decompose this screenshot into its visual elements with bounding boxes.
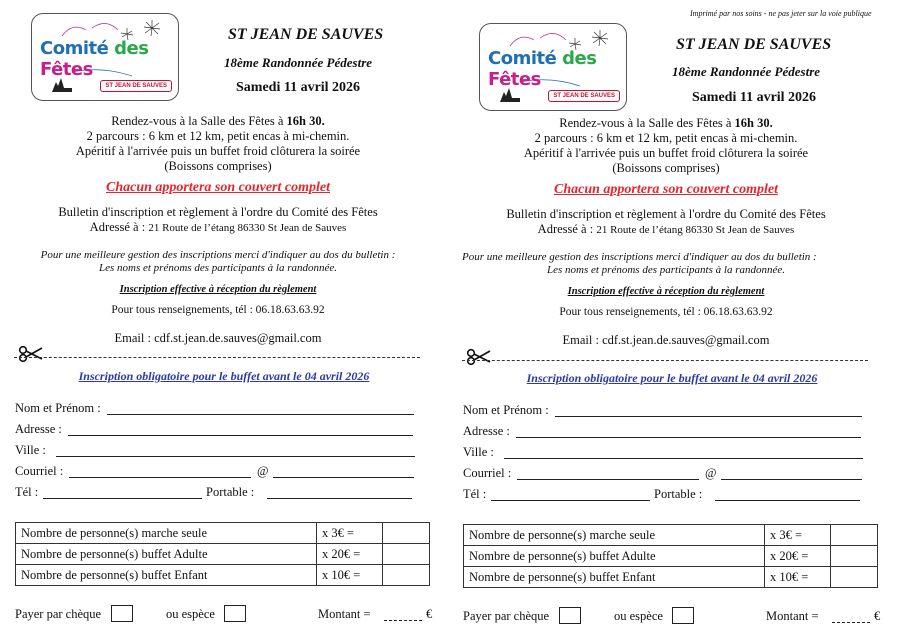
highlight-text: Chacun apportera son couvert complet bbox=[105, 180, 330, 195]
info-line-4: (Boissons comprises) bbox=[164, 159, 272, 173]
bulletin-line-2: Adressé à : 21 Route de l’étang 86330 St Jean de Sauves bbox=[537, 222, 795, 236]
email-field-user[interactable] bbox=[69, 477, 251, 478]
instructions-line-2: Les noms et prénoms des participants à la randonnée. bbox=[546, 264, 785, 276]
row-label: Nombre de personne(s) marche seule bbox=[464, 525, 765, 546]
cash-checkbox[interactable] bbox=[672, 607, 694, 624]
info-line-2: 2 parcours : 6 km et 12 km, petit encas à mi-chemin. bbox=[534, 131, 798, 145]
page-title: ST JEAN DE SAUVES bbox=[228, 26, 384, 43]
row-total-cell[interactable] bbox=[383, 565, 430, 586]
row-total-cell[interactable] bbox=[831, 567, 878, 588]
cash-checkbox[interactable] bbox=[224, 605, 246, 622]
name-field[interactable] bbox=[555, 416, 862, 417]
row-total-cell[interactable] bbox=[831, 525, 878, 546]
logo-badge: ST JEAN DE SAUVES bbox=[100, 80, 172, 92]
label-city: Ville : bbox=[463, 445, 494, 459]
email-field-domain[interactable] bbox=[273, 477, 414, 478]
email-field-domain[interactable] bbox=[721, 479, 862, 480]
row-price: x 3€ = bbox=[317, 523, 383, 544]
logo-badge: ST JEAN DE SAUVES bbox=[548, 90, 620, 102]
row-label: Nombre de personne(s) buffet Adulte bbox=[16, 544, 317, 565]
row-label: Nombre de personne(s) buffet Enfant bbox=[464, 567, 765, 588]
label-mobile: Portable : bbox=[654, 487, 703, 501]
cut-line bbox=[14, 357, 420, 358]
instructions bbox=[456, 251, 876, 277]
email-contact: Email : cdf.st.jean.de.sauves@gmail.com bbox=[562, 333, 770, 347]
phone-contact: Pour tous renseignements, tél : 06.18.63.63.92 bbox=[111, 304, 325, 316]
bulletin-line-1: Bulletin d'inscription et règlement à l'ordre du Comité des Fêtes bbox=[506, 207, 826, 221]
bulletin-line-1: Bulletin d'inscription et règlement à l'ordre du Comité des Fêtes bbox=[58, 205, 378, 219]
instructions-line-1: Pour une meilleure gestion des inscriptions merci d'indiquer au dos du bulletin : bbox=[462, 251, 817, 263]
label-name: Nom et Prénom : bbox=[15, 401, 101, 415]
highlight-text: Chacun apportera son couvert complet bbox=[553, 182, 778, 197]
name-field[interactable] bbox=[107, 414, 414, 415]
info-line-4: (Boissons comprises) bbox=[612, 161, 720, 175]
order-table bbox=[463, 524, 878, 588]
email-contact: Email : cdf.st.jean.de.sauves@gmail.com bbox=[114, 331, 322, 345]
city-field[interactable] bbox=[504, 458, 863, 459]
cheque-checkbox[interactable] bbox=[559, 607, 581, 624]
row-label: Nombre de personne(s) marche seule bbox=[16, 523, 317, 544]
pay-cheque-label: Payer par chèque bbox=[15, 607, 102, 621]
instructions bbox=[8, 249, 428, 275]
label-city: Ville : bbox=[15, 443, 46, 457]
row-price: x 20€ = bbox=[765, 546, 831, 567]
amount-field[interactable] bbox=[384, 620, 422, 621]
scissors-icon bbox=[466, 348, 492, 366]
row-price: x 10€ = bbox=[765, 567, 831, 588]
currency-symbol: € bbox=[426, 607, 433, 621]
info-line-3: Apéritif à l'arrivée puis un buffet froid clôturera la soirée bbox=[523, 146, 809, 160]
row-total-cell[interactable] bbox=[383, 523, 430, 544]
logo bbox=[479, 23, 627, 111]
bulletin-block bbox=[8, 205, 428, 236]
label-mobile: Portable : bbox=[206, 485, 255, 499]
row-label: Nombre de personne(s) buffet Adulte bbox=[464, 546, 765, 567]
currency-symbol: € bbox=[874, 609, 881, 623]
row-total-cell[interactable] bbox=[383, 544, 430, 565]
cut-line bbox=[462, 360, 868, 361]
address-field[interactable] bbox=[516, 437, 861, 438]
table-row bbox=[16, 523, 430, 544]
logo-text: Comité des Fêtes bbox=[40, 38, 149, 80]
amount-label: Montant = bbox=[766, 609, 819, 623]
label-email: Courriel : bbox=[463, 466, 512, 480]
info-line-1: Rendez-vous à la Salle des Fêtes à 16h 30. bbox=[559, 116, 773, 130]
table-row bbox=[16, 544, 430, 565]
label-name: Nom et Prénom : bbox=[463, 403, 549, 417]
label-address: Adresse : bbox=[463, 424, 510, 438]
print-note: Imprimé par nos soins - ne pas jeter sur la voie publique bbox=[690, 9, 872, 18]
row-label: Nombre de personne(s) buffet Enfant bbox=[16, 565, 317, 586]
scissors-icon bbox=[18, 345, 44, 363]
phone-field[interactable] bbox=[491, 500, 650, 501]
flyer-left bbox=[8, 0, 448, 636]
at-sign: @ bbox=[257, 464, 269, 478]
event-date: Samedi 11 avril 2026 bbox=[692, 90, 817, 105]
amount-label: Montant = bbox=[318, 607, 371, 621]
effective-note: Inscription effective à réception du règlement bbox=[119, 284, 317, 295]
address-field[interactable] bbox=[68, 435, 413, 436]
page-title: ST JEAN DE SAUVES bbox=[676, 36, 832, 53]
info-line-2: 2 parcours : 6 km et 12 km, petit encas à mi-chemin. bbox=[86, 129, 350, 143]
logo bbox=[31, 13, 179, 101]
at-sign: @ bbox=[705, 466, 717, 480]
city-field[interactable] bbox=[56, 456, 415, 457]
label-phone: Tél : bbox=[15, 485, 39, 499]
email-field-user[interactable] bbox=[517, 479, 699, 480]
phone-field[interactable] bbox=[43, 498, 202, 499]
info-block bbox=[8, 114, 428, 174]
row-price: x 10€ = bbox=[317, 565, 383, 586]
effective-note: Inscription effective à réception du règlement bbox=[567, 286, 765, 297]
phone-contact: Pour tous renseignements, tél : 06.18.63.63.92 bbox=[559, 306, 773, 318]
pay-cash-label: ou espèce bbox=[614, 609, 663, 623]
table-row bbox=[464, 567, 878, 588]
label-address: Adresse : bbox=[15, 422, 62, 436]
amount-field[interactable] bbox=[832, 622, 870, 623]
label-phone: Tél : bbox=[463, 487, 487, 501]
deadline-note: Inscription obligatoire pour le buffet avant le 04 avril 2026 bbox=[78, 369, 370, 383]
table-row bbox=[464, 546, 878, 567]
event-date: Samedi 11 avril 2026 bbox=[236, 80, 361, 95]
info-block bbox=[456, 116, 876, 176]
instructions-line-2: Les noms et prénoms des participants à la randonnée. bbox=[98, 262, 337, 274]
pay-cheque-label: Payer par chèque bbox=[463, 609, 550, 623]
bulletin-block bbox=[456, 207, 876, 238]
row-price: x 3€ = bbox=[765, 525, 831, 546]
label-email: Courriel : bbox=[15, 464, 64, 478]
row-total-cell[interactable] bbox=[831, 546, 878, 567]
logo-text: Comité des Fêtes bbox=[488, 48, 597, 90]
deadline-note: Inscription obligatoire pour le buffet avant le 04 avril 2026 bbox=[526, 371, 818, 385]
flyer-right bbox=[456, 0, 896, 636]
pay-cash-label: ou espèce bbox=[166, 607, 215, 621]
info-line-3: Apéritif à l'arrivée puis un buffet froid clôturera la soirée bbox=[75, 144, 361, 158]
bulletin-line-2: Adressé à : 21 Route de l’étang 86330 St Jean de Sauves bbox=[89, 220, 347, 234]
cheque-checkbox[interactable] bbox=[111, 605, 133, 622]
table-row bbox=[464, 525, 878, 546]
instructions-line-1: Pour une meilleure gestion des inscriptions merci d'indiquer au dos du bulletin : bbox=[40, 249, 396, 261]
info-line-1: Rendez-vous à la Salle des Fêtes à 16h 30. bbox=[111, 114, 325, 128]
row-price: x 20€ = bbox=[317, 544, 383, 565]
order-table bbox=[15, 522, 430, 586]
mobile-field[interactable] bbox=[715, 500, 860, 501]
event-name: 18ème Randonnée Pédestre bbox=[224, 55, 373, 70]
event-name: 18ème Randonnée Pédestre bbox=[672, 64, 821, 79]
table-row bbox=[16, 565, 430, 586]
mobile-field[interactable] bbox=[267, 498, 412, 499]
